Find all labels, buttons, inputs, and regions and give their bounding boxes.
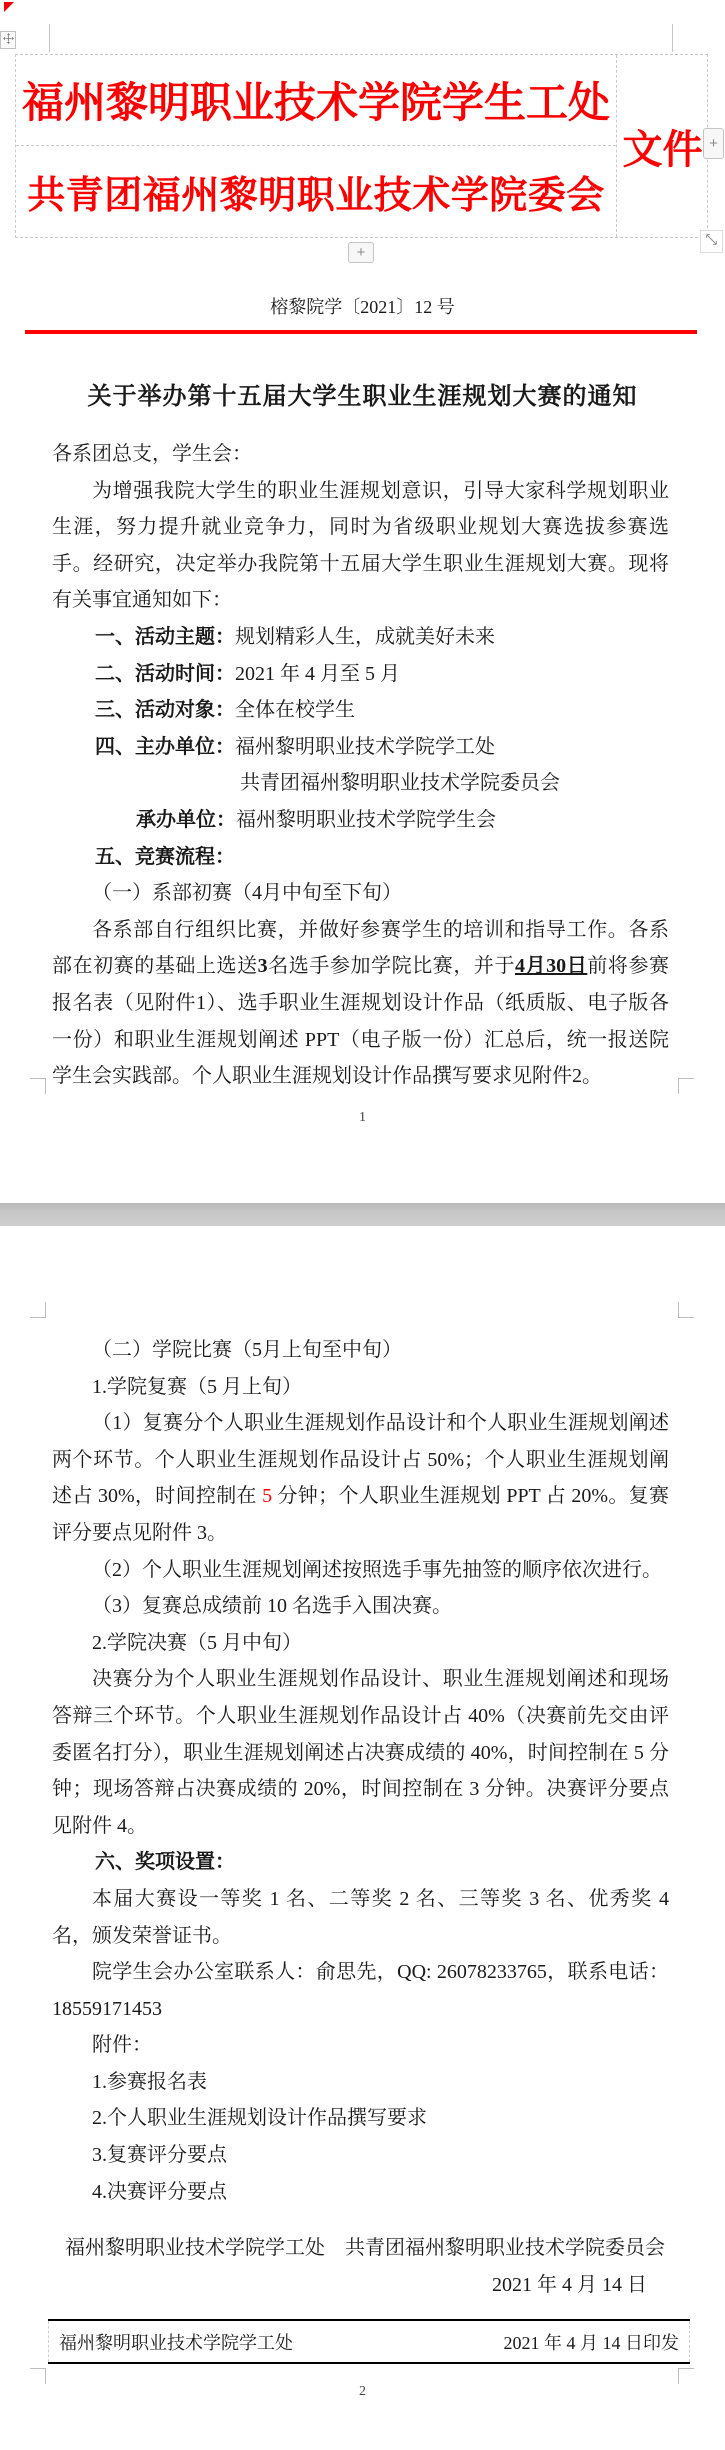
move-arrows-icon: [3, 31, 14, 49]
page1-number: 1: [359, 1110, 366, 1125]
table-move-handle[interactable]: [0, 31, 16, 49]
text-boundary-mark: [30, 1078, 46, 1094]
column-guide-tick-left: [49, 24, 50, 52]
page-break-band: [0, 1203, 725, 1226]
semifinal-paragraph-3: （3）复赛总成绩前 10 名选手入围决赛。: [92, 1595, 452, 1618]
page-1: [0, 0, 725, 1203]
letterhead-issuer-cell: [16, 55, 616, 237]
spacer: [52, 2210, 669, 2230]
semifinal-paragraph-1: （1）复赛分个人职业生涯规划作品设计和个人职业生涯规划阐述两个环节。个人职业生涯规划作品设计占 50%；个人职业生涯规划阐述占 30%，时间控制在 5 分钟；个人职业生涯规划 PPT 占 20%。复赛评分要点见附件 3。: [52, 1412, 669, 1544]
table-resize-handle[interactable]: [700, 230, 723, 253]
semifinal-paragraph-2: （2）个人职业生涯规划阐述按照选手事先抽签的顺序依次进行。: [92, 1558, 662, 1581]
resize-diagonal-icon: [705, 233, 718, 251]
imprint-row: [48, 2321, 690, 2362]
stage1-paragraph: 各系部自行组织比赛，并做好参赛学生的培训和指导工作。各系部在初赛的基础上选送3名选手参加学院比赛，并于4月30日前将参赛报名表（见附件1）、选手职业生涯规划设计作品（纸质版、电子版各一份）和职业生涯规划阐述 PPT（电子版一份）汇总后，统一报送院学生会实践部。个人职业生涯规划设计作品撰写要求见附件2。: [52, 918, 670, 1088]
list-item-theme: 一、活动主题：规划精彩人生，成就美好未来: [95, 625, 495, 648]
awards-paragraph: 本届大赛设一等奖 1 名、二等奖 2 名、三等奖 3 名、优秀奖 4 名，颁发荣誉证书。: [52, 1887, 669, 1947]
text-boundary-mark: [30, 2368, 46, 2384]
text-boundary-mark: [678, 1078, 694, 1094]
imprint-issuer: 福州黎明职业技术学院学工处: [59, 2332, 293, 2353]
attachment-item: 2.个人职业生涯规划设计作品撰写要求: [92, 2107, 427, 2130]
contact-line: 院学生会办公室联系人：俞思先，QQ: 26078233765，联系电话：18559171453: [52, 1961, 669, 2020]
attachment-item: 3.复赛评分要点: [92, 2144, 227, 2167]
page2-number: 2: [359, 2384, 366, 2399]
list-item-flow: 五、竞赛流程：: [95, 845, 235, 868]
signoff-date: 2021 年 4 月 14 日: [492, 2273, 647, 2296]
list-item-organizer: 四、主办单位：福州黎明职业技术学院学工处: [95, 735, 495, 758]
page-2: [0, 1226, 725, 2450]
notice-title: 关于举办第十五届大学生职业生涯规划大赛的通知: [87, 383, 638, 410]
list-item-audience: 三、活动对象：全体在校学生: [95, 699, 355, 722]
red-corner-marker-icon: [4, 2, 14, 12]
imprint-box: [48, 2319, 690, 2364]
page2-body: [52, 1332, 669, 2303]
list-item-undertaker: 承办单位：福州黎明职业技术学院学生会: [136, 808, 496, 831]
letterhead-table: [15, 54, 708, 238]
attachment-item: 4.决赛评分要点: [92, 2180, 227, 2203]
signoff-issuers: 福州黎明职业技术学院学工处 共青团福州黎明职业技术学院委员会: [65, 2237, 665, 2260]
final-paragraph: 决赛分为个人职业生涯规划作品设计、职业生涯规划阐述和现场答辩三个环节。个人职业生涯规划作品设计占 40%（决赛前先交由评委匿名打分），职业生涯规划阐述占决赛成绩的 40%，时间控制在 5 分钟；现场答辩占决赛成绩的 20%，时间控制在 3 分钟。决赛评分要点见附件 4。: [52, 1668, 669, 1837]
column-guide-tick-right: [672, 24, 673, 52]
list-item-time: 二、活动时间：2021 年 4 月至 5 月: [95, 662, 400, 685]
table-add-column-button[interactable]: +: [703, 128, 724, 159]
red-separator-rule: [25, 330, 697, 334]
page1-body: [52, 436, 669, 1095]
awards-heading: 六、奖项设置：: [95, 1851, 235, 1874]
semifinal-heading: 1.学院复赛（5 月上旬）: [92, 1375, 302, 1398]
stage1-heading: （一）系部初赛（4月中旬至下旬）: [92, 882, 402, 905]
stage2-heading: （二）学院比赛（5月上旬至中旬）: [92, 1339, 402, 1361]
letterhead-doc-type: 文件: [616, 55, 708, 237]
text-boundary-mark: [678, 1302, 694, 1318]
imprint-print-date: 2021 年 4 月 14 日印发: [503, 2332, 679, 2353]
text-boundary-mark: [678, 2368, 694, 2384]
final-heading: 2.学院决赛（5 月中旬）: [92, 1631, 302, 1654]
text-boundary-mark: [30, 1302, 46, 1318]
attachments-heading: 附件：: [92, 2034, 152, 2057]
intro-paragraph: 为增强我院大学生的职业生涯规划意识，引导大家科学规划职业生涯，努力提升就业竞争力，同时为省级职业规划大赛选拔参赛选手。经研究，决定举办我院第十五届大学生职业生涯规划大赛。现将有关事宜通知如下：: [52, 479, 669, 612]
list-item-organizer-2: 共青团福州黎明职业技术学院委员会: [240, 772, 560, 795]
salutation: 各系团总支，学生会：: [52, 443, 252, 465]
letterhead-issuer-line1: 福州黎明职业技术学院学生工处: [16, 55, 616, 146]
doc-number: 榕黎院学〔2021〕12 号: [270, 297, 455, 317]
attachment-item: 1.参赛报名表: [92, 2070, 207, 2093]
table-add-row-button[interactable]: +: [348, 242, 374, 263]
letterhead-issuer-line2: 共青团福州黎明职业技术学院委会: [27, 175, 605, 217]
